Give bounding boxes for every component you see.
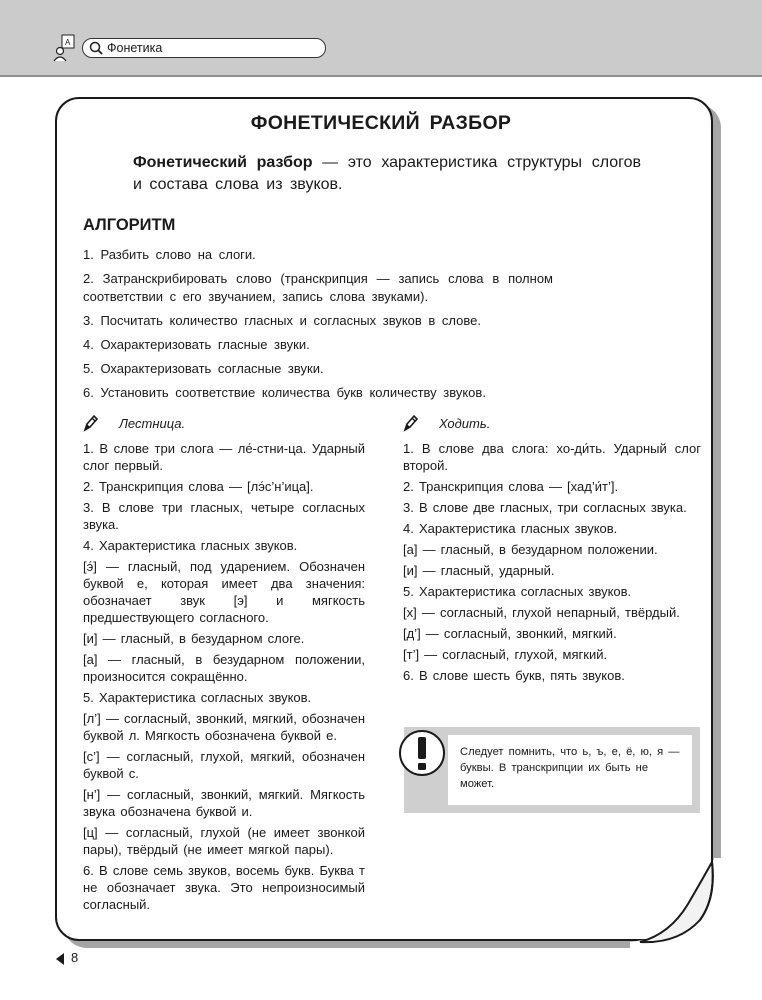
example-paragraph: 4. Характеристика гласных звуков. bbox=[403, 521, 618, 536]
example-paragraph: [а] — гласный, в безударном положении, произносится сокращённо. bbox=[83, 652, 365, 684]
algorithm-step: 2. Затранскрибировать слово (транскрипция — запись слова в полном соответствии с его звучанием, запись слова звуками). bbox=[83, 271, 553, 304]
page-number: 8 bbox=[71, 950, 79, 965]
example-paragraph: 5. Характеристика согласных звуков. bbox=[83, 690, 312, 705]
example-paragraph: 4. Характеристика гласных звуков. bbox=[83, 538, 298, 553]
algorithm-step: 4. Охарактеризовать гласные звуки. bbox=[83, 337, 310, 352]
example-paragraph: 2. Транскрипция слова — [хад’и́т’]. bbox=[403, 479, 619, 494]
example-left-header bbox=[83, 412, 365, 440]
example-paragraph: [ц] — согласный, глухой (не имеет звонкой пары), твёрдый (не имеет мягкой пары). bbox=[83, 825, 365, 857]
example-paragraph: 1. В слове два слога: хо-ди́ть. Ударный слог второй. bbox=[403, 441, 701, 473]
intro-definition: — это характеристика структуры слогов и состава слова из звуков. bbox=[133, 154, 641, 193]
page-curl bbox=[630, 858, 722, 950]
example-paragraph: [и] — гласный, ударный. bbox=[403, 563, 555, 578]
example-paragraph: [и] — гласный, в безударном слоге. bbox=[83, 631, 305, 646]
algorithm-step: 1. Разбить слово на слоги. bbox=[83, 247, 256, 262]
search-icon bbox=[89, 41, 103, 55]
example-paragraph: [л’] — согласный, звонкий, мягкий, обозначен буквой л. Мягкость обозначена буквой е. bbox=[83, 711, 365, 743]
intro-paragraph bbox=[133, 152, 641, 196]
pen-icon bbox=[403, 414, 419, 432]
page-title: ФОНЕТИЧЕСКИЙ РАЗБОР bbox=[250, 112, 512, 134]
algorithm-step: 6. Установить соответствие количества букв количеству звуков. bbox=[83, 385, 486, 400]
example-paragraph: [д’] — согласный, звонкий, мягкий. bbox=[403, 626, 617, 641]
example-left bbox=[83, 412, 365, 917]
example-paragraph: [э́] — гласный, под ударением. Обозначен буквой е, которая имеет два значения: обозначает звук [э] и мягкость предшествующего согласного. bbox=[83, 559, 365, 625]
algorithm-step: 5. Охарактеризовать согласные звуки. bbox=[83, 361, 324, 376]
svg-text:A: A bbox=[65, 38, 71, 47]
example-right bbox=[403, 412, 701, 688]
example-paragraph: [х] — согласный, глухой непарный, твёрдый. bbox=[403, 605, 680, 620]
search-value: Фонетика bbox=[107, 41, 163, 55]
example-paragraph: [а] — гласный, в безударном положении. bbox=[403, 542, 658, 557]
user-icon bbox=[52, 34, 78, 62]
example-paragraph: 6. В слове шесть букв, пять звуков. bbox=[403, 668, 625, 683]
example-right-header bbox=[403, 412, 701, 440]
example-paragraph: 6. В слове семь звуков, восемь букв. Буква т не обозначает звука. Это непроизносимый согласный. bbox=[83, 863, 365, 912]
example-paragraph: 3. В слове три гласных, четыре согласных звука. bbox=[83, 500, 365, 532]
pen-icon bbox=[83, 414, 99, 432]
example-paragraph: 1. В слове три слога — ле́-стни-ца. Ударный слог первый. bbox=[83, 441, 365, 473]
exclamation-icon bbox=[397, 728, 447, 778]
algorithm-heading: АЛГОРИТМ bbox=[83, 216, 176, 234]
example-paragraph: [с’] — согласный, глухой, мягкий, обозначен буквой с. bbox=[83, 749, 365, 781]
search-input[interactable] bbox=[82, 38, 326, 58]
example-paragraph: [т’] — согласный, глухой, мягкий. bbox=[403, 647, 608, 662]
example-paragraph: 5. Характеристика согласных звуков. bbox=[403, 584, 632, 599]
note-text: Следует помнить, что ь, ъ, е, ё, ю, я — буквы. В транскрипции их быть не может. bbox=[460, 746, 680, 790]
example-word: Ходить. bbox=[439, 416, 491, 431]
intro-term: Фонетический разбор bbox=[133, 154, 313, 171]
example-paragraph: [н’] — согласный, звонкий, мягкий. Мягкость звука обозначена буквой и. bbox=[83, 787, 365, 819]
page-arrow-icon bbox=[56, 953, 64, 965]
algorithm-step: 3. Посчитать количество гласных и согласных звуков в слове. bbox=[83, 313, 481, 328]
example-paragraph: 2. Транскрипция слова — [лэ́с’н’ица]. bbox=[83, 479, 314, 494]
example-word: Лестница. bbox=[119, 416, 186, 431]
example-paragraph: 3. В слове две гласных, три согласных звука. bbox=[403, 500, 687, 515]
algorithm-steps bbox=[83, 246, 553, 408]
